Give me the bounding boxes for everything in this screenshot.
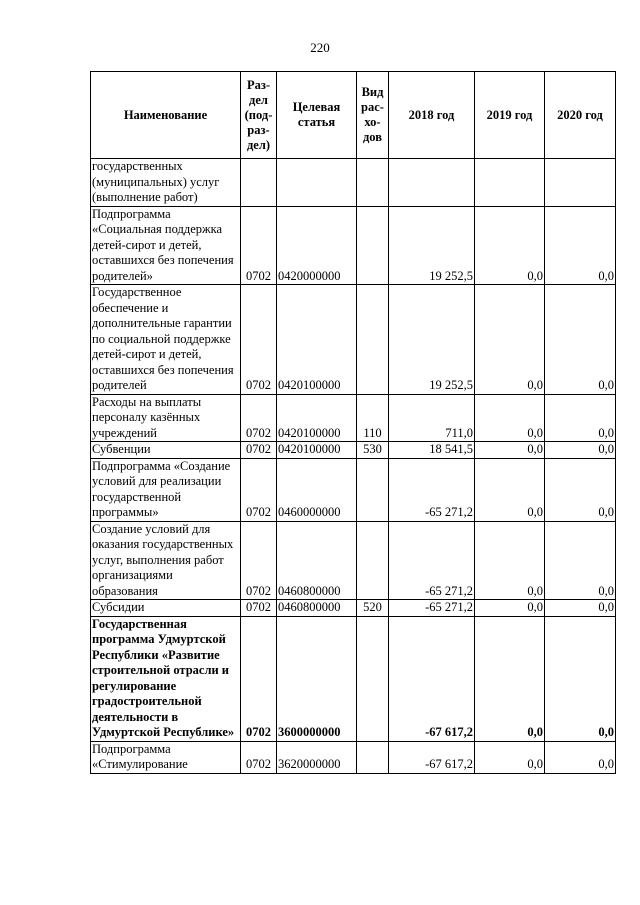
- cell-name: Подпрограмма «Социальная поддержка детей-сирот и детей, оставшихся без попечения родителей»: [91, 206, 241, 285]
- cell-2020: 0,0: [545, 521, 616, 600]
- cell-section: 0702: [241, 521, 277, 600]
- cell-section: 0702: [241, 458, 277, 521]
- cell-2018: [389, 159, 475, 207]
- header-2020: 2020 год: [545, 72, 616, 159]
- cell-2020: 0,0: [545, 616, 616, 741]
- cell-2020: 0,0: [545, 741, 616, 773]
- cell-2019: 0,0: [475, 442, 545, 459]
- cell-2019: 0,0: [475, 285, 545, 395]
- cell-target-article: [277, 159, 357, 207]
- table-row: [91, 206, 616, 285]
- cell-2018: 18 541,5: [389, 442, 475, 459]
- header-name: Наименование: [91, 72, 241, 159]
- header-expense-type: Вид рас- хо- дов: [357, 72, 389, 159]
- cell-name: Создание условий для оказания государственных услуг, выполнения работ организациями образования: [91, 521, 241, 600]
- cell-2020: 0,0: [545, 600, 616, 617]
- cell-target-article: 0420000000: [277, 206, 357, 285]
- table-body: [91, 159, 616, 774]
- header-target-article: Целевая статья: [277, 72, 357, 159]
- cell-target-article: 0420100000: [277, 285, 357, 395]
- page-number: 220: [310, 40, 330, 55]
- cell-expense-type: [357, 521, 389, 600]
- table-row: [91, 159, 616, 207]
- cell-expense-type: 520: [357, 600, 389, 617]
- cell-expense-type: [357, 159, 389, 207]
- cell-2018: 711,0: [389, 394, 475, 442]
- cell-2019: 0,0: [475, 521, 545, 600]
- cell-name: Субсидии: [91, 600, 241, 617]
- cell-2020: 0,0: [545, 394, 616, 442]
- cell-name: государственных (муниципальных) услуг (выполнение работ): [91, 159, 241, 207]
- budget-table: [90, 71, 616, 774]
- cell-2019: 0,0: [475, 616, 545, 741]
- cell-section: 0702: [241, 616, 277, 741]
- cell-2020: 0,0: [545, 285, 616, 395]
- cell-name: Расходы на выплаты персоналу казённых учреждений: [91, 394, 241, 442]
- table-row: [91, 285, 616, 395]
- cell-section: [241, 159, 277, 207]
- cell-2019: [475, 159, 545, 207]
- header-2019: 2019 год: [475, 72, 545, 159]
- cell-expense-type: [357, 616, 389, 741]
- cell-2018: -67 617,2: [389, 741, 475, 773]
- cell-2019: 0,0: [475, 206, 545, 285]
- cell-section: 0702: [241, 285, 277, 395]
- cell-2019: 0,0: [475, 600, 545, 617]
- cell-name: Государственная программа Удмуртской Республики «Развитие строительной отрасли и регулирование градостроительной деятельности в Удмуртской Республике»: [91, 616, 241, 741]
- cell-target-article: 0420100000: [277, 442, 357, 459]
- cell-section: 0702: [241, 741, 277, 773]
- cell-expense-type: [357, 458, 389, 521]
- cell-expense-type: [357, 285, 389, 395]
- table-row: [91, 600, 616, 617]
- cell-2019: 0,0: [475, 458, 545, 521]
- cell-section: 0702: [241, 394, 277, 442]
- cell-2018: -65 271,2: [389, 600, 475, 617]
- table-header-row: [91, 72, 616, 159]
- cell-section: 0702: [241, 600, 277, 617]
- cell-expense-type: 110: [357, 394, 389, 442]
- cell-target-article: 3620000000: [277, 741, 357, 773]
- cell-section: 0702: [241, 442, 277, 459]
- cell-target-article: 0460000000: [277, 458, 357, 521]
- cell-name: Государственное обеспечение и дополнительные гарантии по социальной поддержке детей-сирот и детей, оставшихся без попечения родителей: [91, 285, 241, 395]
- cell-target-article: 3600000000: [277, 616, 357, 741]
- cell-2018: -65 271,2: [389, 521, 475, 600]
- cell-2018: -65 271,2: [389, 458, 475, 521]
- cell-2019: 0,0: [475, 394, 545, 442]
- table-row: [91, 521, 616, 600]
- cell-2020: 0,0: [545, 458, 616, 521]
- cell-expense-type: 530: [357, 442, 389, 459]
- header-2018: 2018 год: [389, 72, 475, 159]
- table-row: [91, 616, 616, 741]
- cell-2019: 0,0: [475, 741, 545, 773]
- cell-2020: [545, 159, 616, 207]
- cell-name: Субвенции: [91, 442, 241, 459]
- table-row: [91, 741, 616, 773]
- cell-target-article: 0460800000: [277, 521, 357, 600]
- cell-2018: 19 252,5: [389, 206, 475, 285]
- cell-target-article: 0420100000: [277, 394, 357, 442]
- cell-name: Подпрограмма «Создание условий для реализации государственной программы»: [91, 458, 241, 521]
- table-row: [91, 442, 616, 459]
- cell-expense-type: [357, 206, 389, 285]
- cell-target-article: 0460800000: [277, 600, 357, 617]
- cell-2018: -67 617,2: [389, 616, 475, 741]
- cell-2020: 0,0: [545, 442, 616, 459]
- header-section: Раз- дел (под- раз- дел): [241, 72, 277, 159]
- cell-section: 0702: [241, 206, 277, 285]
- cell-name: Подпрограмма «Стимулирование: [91, 741, 241, 773]
- cell-expense-type: [357, 741, 389, 773]
- table-row: [91, 458, 616, 521]
- cell-2020: 0,0: [545, 206, 616, 285]
- table-row: [91, 394, 616, 442]
- cell-2018: 19 252,5: [389, 285, 475, 395]
